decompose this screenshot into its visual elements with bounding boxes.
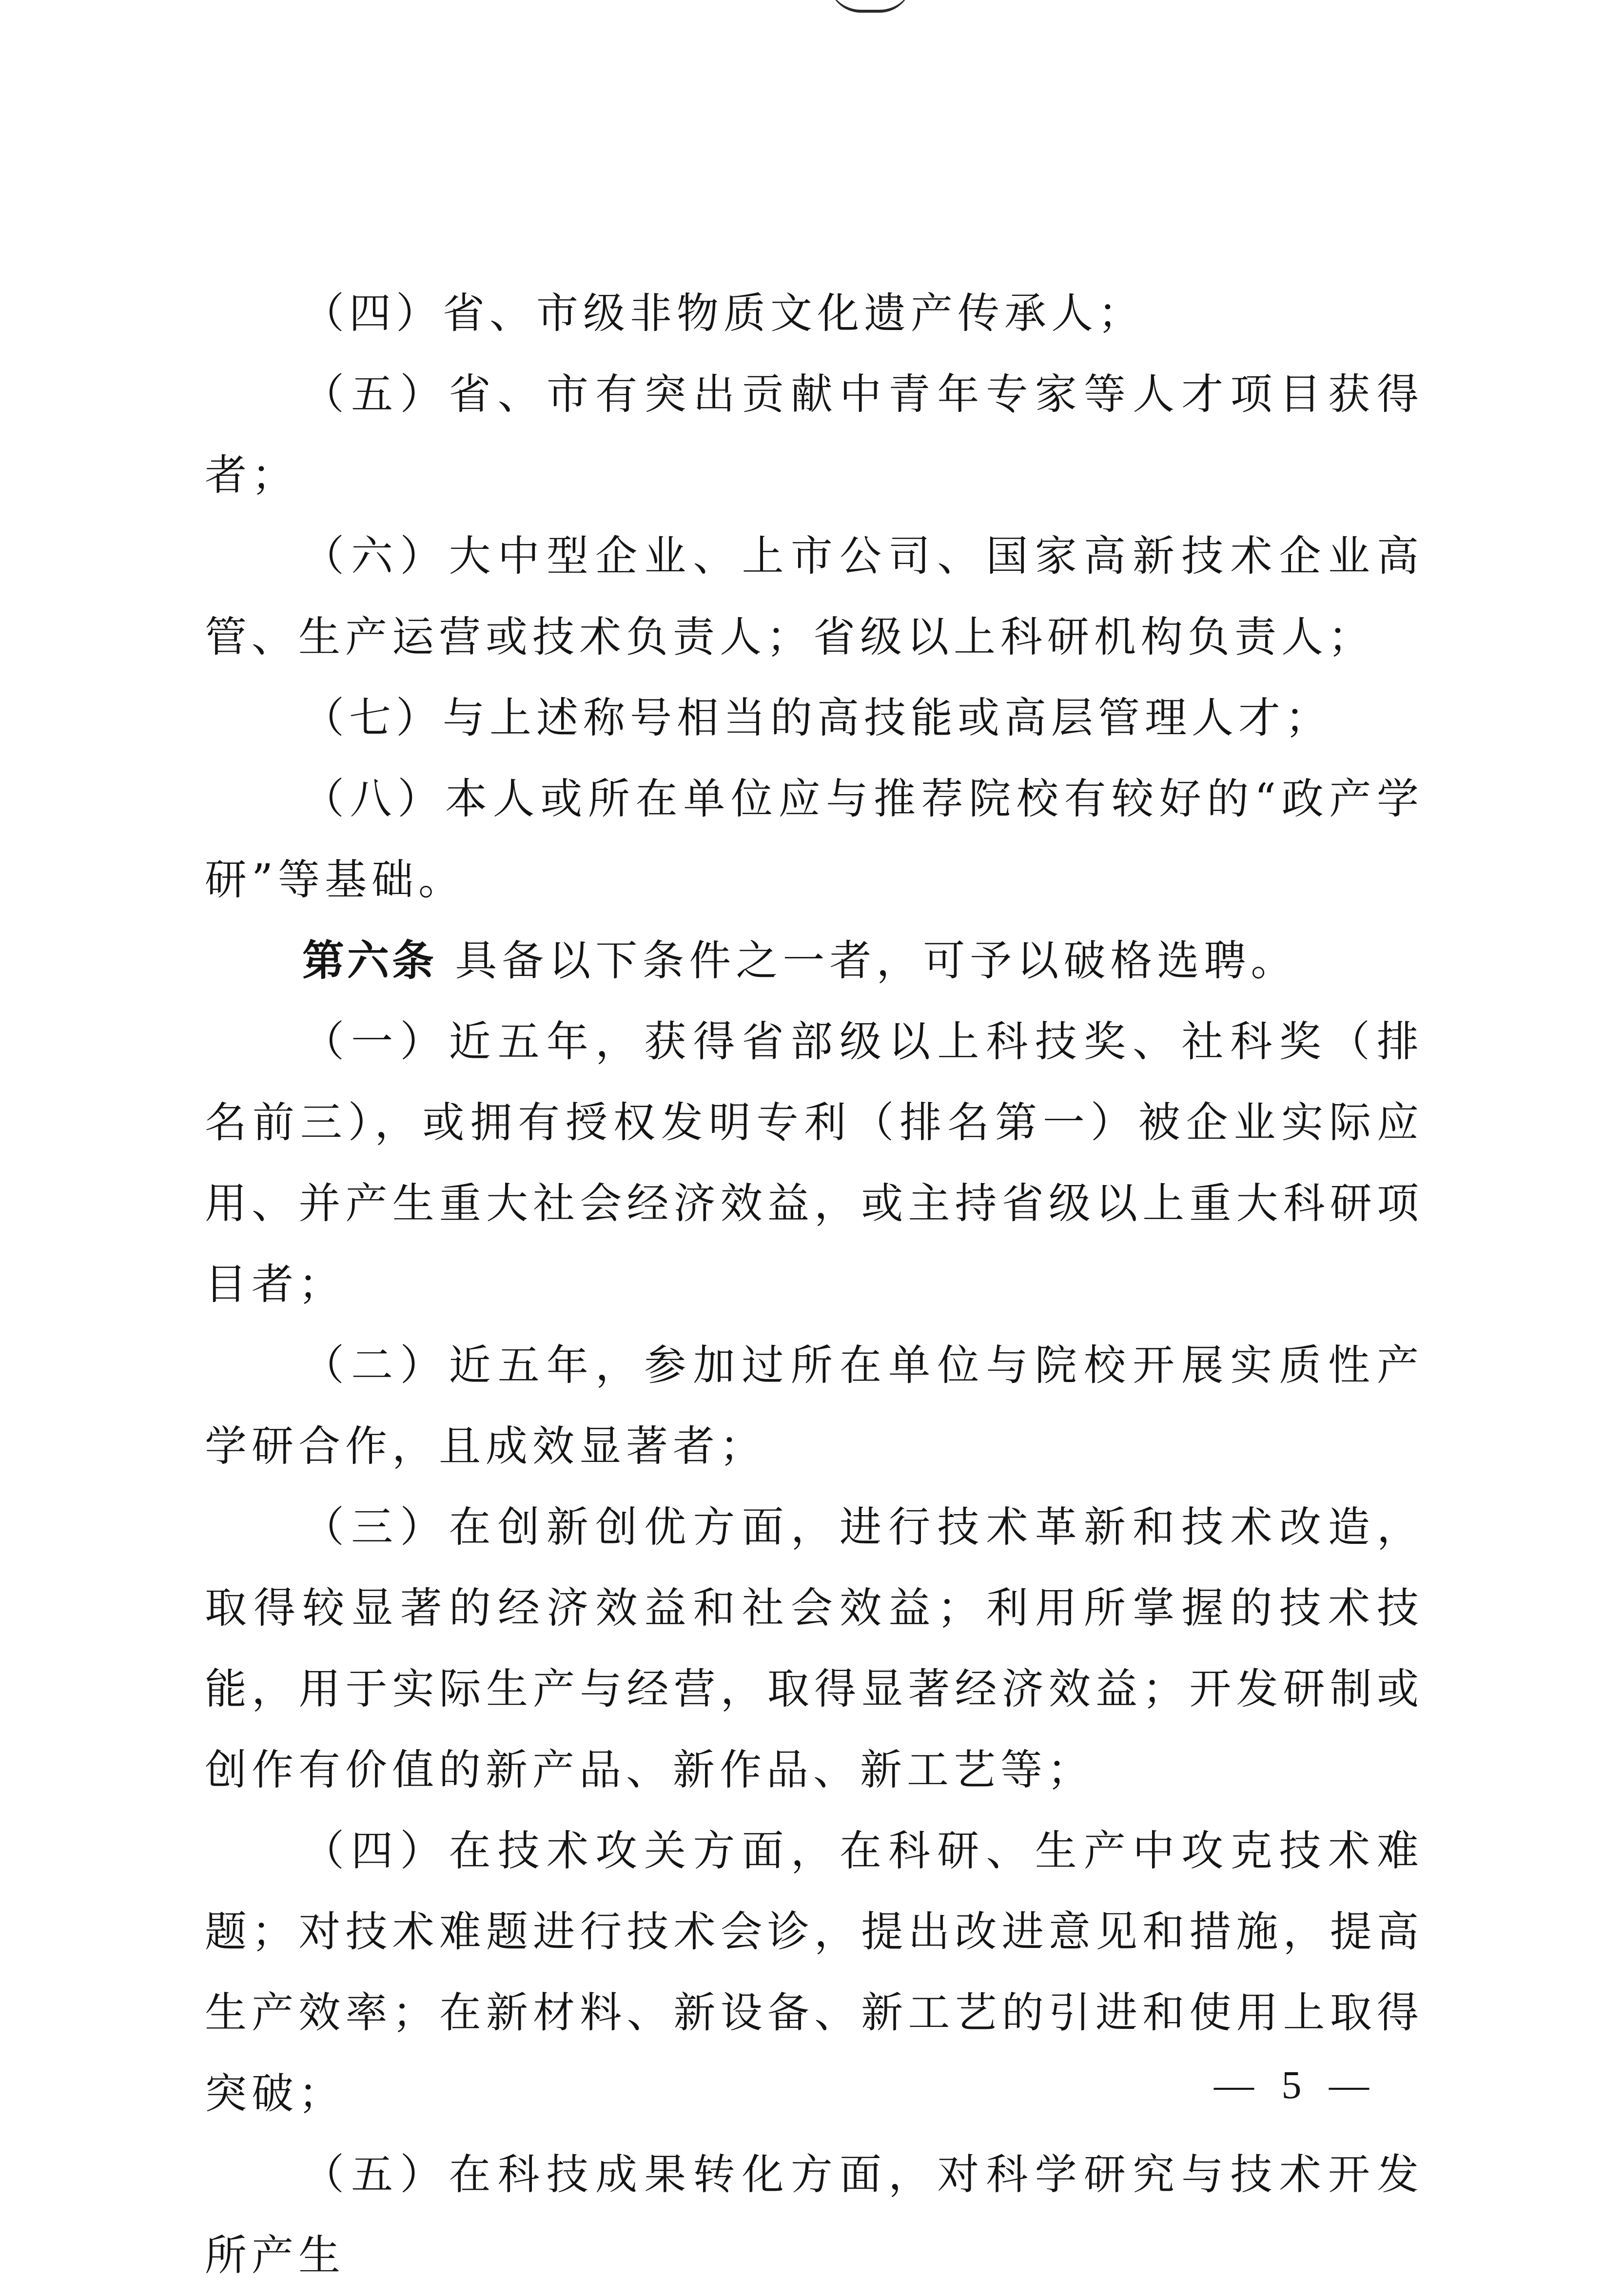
page-number: — 5 —: [1214, 2063, 1378, 2107]
binding-mark: [829, 0, 912, 13]
article-6-text: 具备以下条件之一者，可予以破格选聘。: [455, 936, 1298, 985]
document-body: [205, 273, 1424, 2296]
criteria-item-4: （四）在技术攻关方面，在科研、生产中攻克技术难题；对技术难题进行技术会诊，提出改进意见和措施，提高生产效率；在新材料、新设备、新工艺的引进和使用上取得突破；: [205, 1827, 1424, 2118]
list-item-5: （五）省、市有突出贡献中青年专家等人才项目获得者；: [205, 370, 1424, 500]
list-item-8: （八）本人或所在单位应与推荐院校有较好的“政产学研”等基础。: [205, 775, 1424, 904]
list-item-6: （六）大中型企业、上市公司、国家高新技术企业高管、生产运营或技术负责人；省级以上科研机构负责人；: [205, 532, 1424, 662]
criteria-item-2: （二）近五年，参加过所在单位与院校开展实质性产学研合作，且成效显著者；: [205, 1341, 1424, 1471]
criteria-item-5: （五）在科技成果转化方面，对科学研究与技术开发所产生: [205, 2150, 1424, 2280]
criteria-item-3: （三）在创新创优方面，进行技术革新和技术改造，取得较显著的经济效益和社会效益；利用所掌握的技术技能，用于实际生产与经营，取得显著经济效益；开发研制或创作有价值的新产品、新作品、新工艺等；: [205, 1503, 1424, 1794]
article-6: [205, 920, 1424, 1001]
list-item-4: （四）省、市级非物质文化遗产传承人；: [302, 289, 1145, 338]
article-6-heading: 第六条: [302, 936, 437, 985]
list-item-7: （七）与上述称号相当的高技能或高层管理人才；: [302, 694, 1332, 742]
criteria-item-1: （一）近五年，获得省部级以上科技奖、社科奖（排名前三），或拥有授权发明专利（排名第一）被企业实际应用、并产生重大社会经济效益，或主持省级以上重大科研项目者；: [205, 1017, 1424, 1309]
